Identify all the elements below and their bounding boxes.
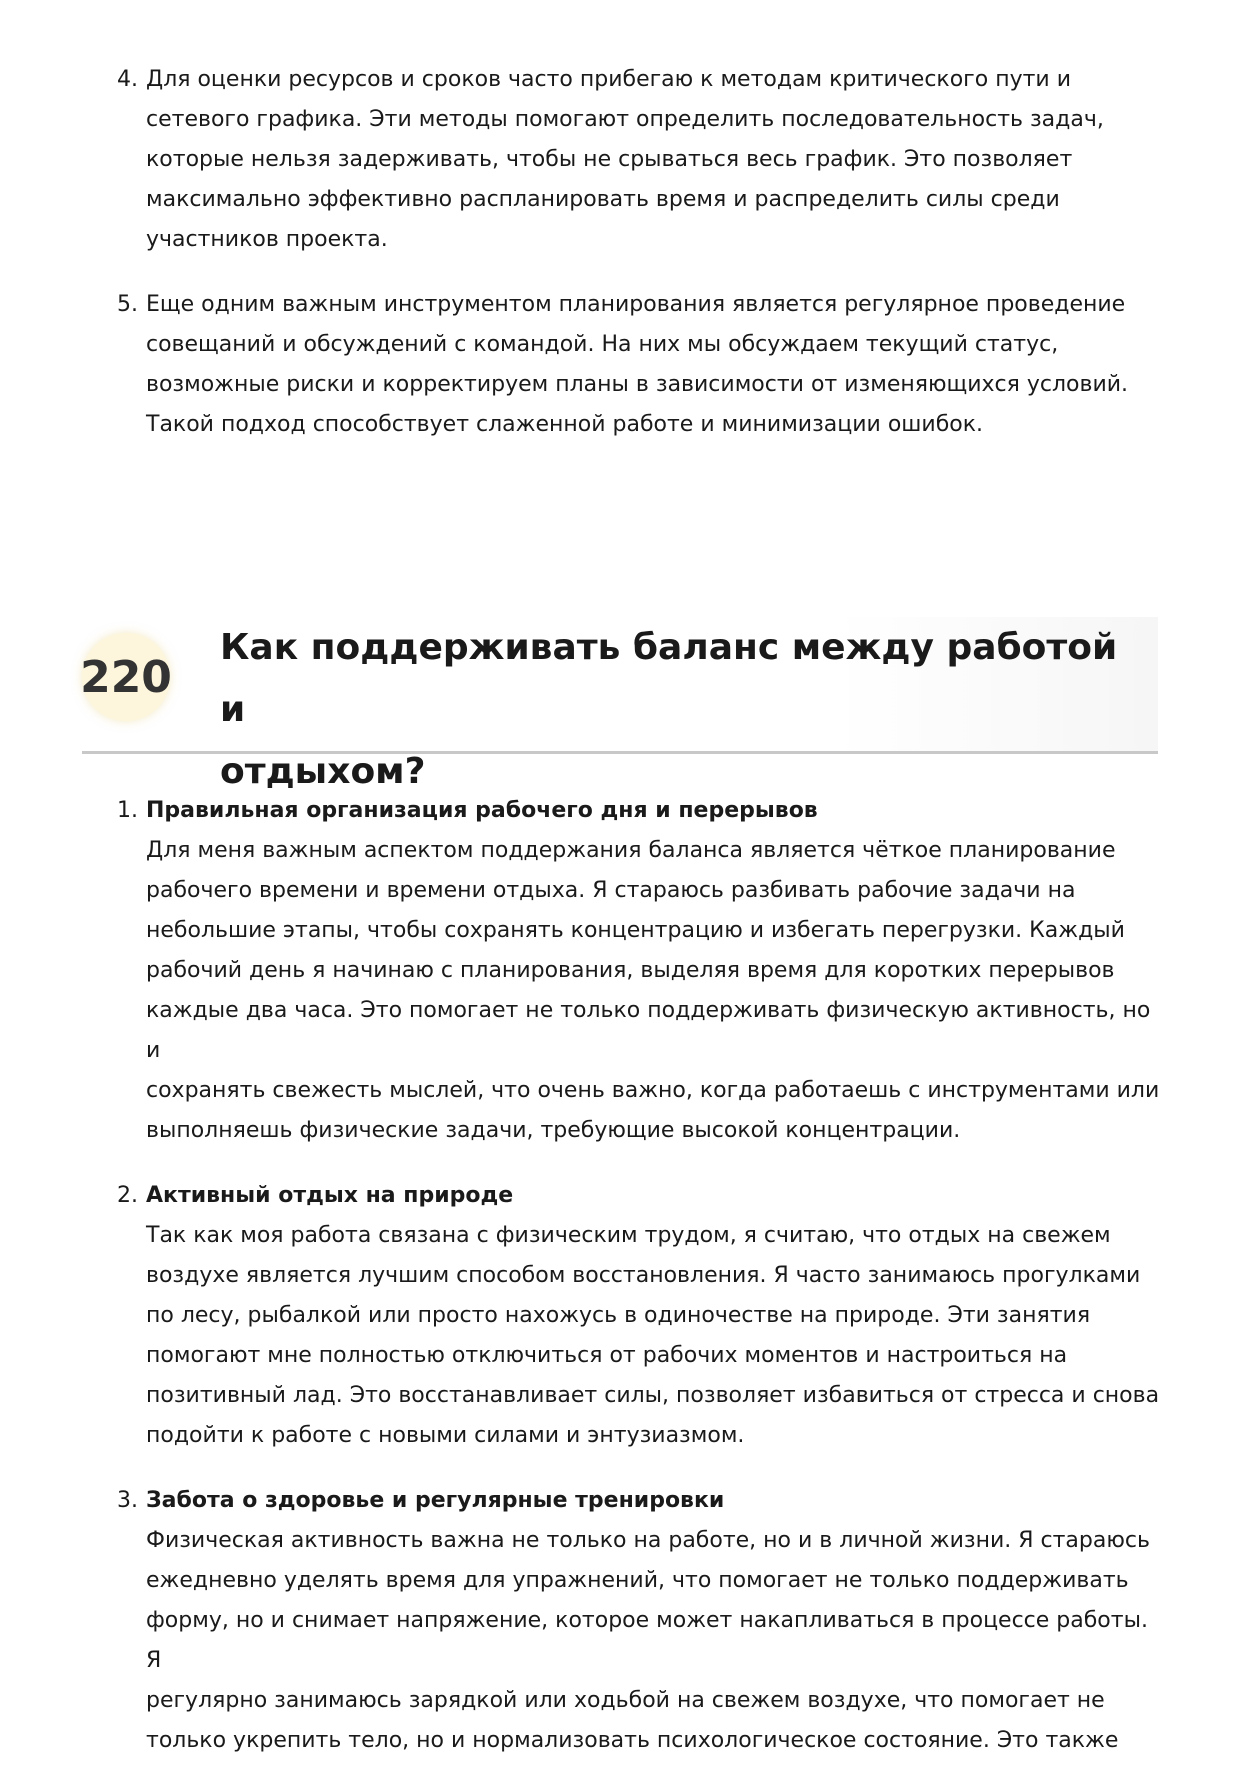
list-item-line: Для оценки ресурсов и сроков часто прибегаю к методам критического пути и — [146, 67, 1071, 92]
section-title — [220, 617, 1140, 803]
list-item-line: сетевого графика. Эти методы помогают определить последовательность задач, — [146, 107, 1104, 132]
list-item-line: воздухе является лучшим способом восстановления. Я часто занимаюсь прогулками — [146, 1263, 1141, 1288]
list-item-line: Еще одним важным инструментом планирования является регулярное проведение — [146, 292, 1126, 317]
list-item-line: участников проекта. — [146, 227, 388, 252]
question-number-badge: 220 — [82, 633, 170, 721]
section-title-line: Как поддерживать баланс между работой и — [220, 627, 1118, 730]
list-item — [117, 285, 1160, 445]
list-item — [117, 1176, 1160, 1456]
list-item-line: помогают мне полностью отключиться от рабочих моментов и настроиться на — [146, 1343, 1068, 1368]
list-item-number: 3. — [117, 1488, 138, 1513]
list-item-line: Для меня важным аспектом поддержания баланса является чёткое планирование — [146, 838, 1116, 863]
numbered-list-top — [117, 60, 1160, 470]
list-item-line: позитивный лад. Это восстанавливает силы, позволяет избавиться от стресса и снова — [146, 1383, 1160, 1408]
section-title-line: отдыхом? — [220, 751, 426, 792]
list-item-line: которые нельзя задерживать, чтобы не срываться весь график. Это позволяет — [146, 147, 1073, 172]
numbered-list-bottom — [117, 791, 1160, 1786]
list-item-line: совещаний и обсуждений с командой. На них мы обсуждаем текущий статус, — [146, 332, 1059, 357]
list-item — [117, 1481, 1160, 1761]
list-item-line: рабочий день я начинаю с планирования, выделяя время для коротких перерывов — [146, 958, 1115, 983]
list-item-line: Так как моя работа связана с физическим трудом, я считаю, что отдых на свежем — [146, 1223, 1111, 1248]
list-item-line: по лесу, рыбалкой или просто нахожусь в одиночестве на природе. Эти занятия — [146, 1303, 1091, 1328]
section-header — [80, 617, 1158, 792]
list-item-line: ежедневно уделять время для упражнений, что помогает не только поддерживать — [146, 1568, 1129, 1593]
list-item-title: Активный отдых на природе — [146, 1183, 514, 1208]
list-item-line: выполняешь физические задачи, требующие высокой концентрации. — [146, 1118, 961, 1143]
list-item-line: регулярно занимаюсь зарядкой или ходьбой на свежем воздухе, что помогает не — [146, 1688, 1105, 1713]
list-item-number: 2. — [117, 1183, 138, 1208]
list-item-line: возможные риски и корректируем планы в зависимости от изменяющихся условий. — [146, 372, 1129, 397]
list-item-line: небольшие этапы, чтобы сохранять концентрацию и избегать перегрузки. Каждый — [146, 918, 1125, 943]
list-item-number: 5. — [117, 292, 138, 317]
list-item-number: 4. — [117, 67, 138, 92]
list-item-title: Правильная организация рабочего дня и перерывов — [146, 798, 818, 823]
list-item-line: только укрепить тело, но и нормализовать психологическое состояние. Это также — [146, 1728, 1119, 1753]
list-item-line: Такой подход способствует слаженной работе и минимизации ошибок. — [146, 412, 984, 437]
list-item-line: сохранять свежесть мыслей, что очень важно, когда работаешь с инструментами или — [146, 1078, 1160, 1103]
list-item-line: рабочего времени и времени отдыха. Я стараюсь разбивать рабочие задачи на — [146, 878, 1076, 903]
list-item-line: каждые два часа. Это помогает не только поддерживать физическую активность, но и — [146, 998, 1151, 1063]
list-item-title: Забота о здоровье и регулярные тренировки — [146, 1488, 725, 1513]
list-item-line: Физическая активность важна не только на работе, но и в личной жизни. Я стараюсь — [146, 1528, 1150, 1553]
list-item-line: максимально эффективно распланировать время и распределить силы среди — [146, 187, 1060, 212]
list-item-line: форму, но и снимает напряжение, которое может накапливаться в процессе работы. Я — [146, 1608, 1148, 1673]
list-item-number: 1. — [117, 798, 138, 823]
list-item — [117, 60, 1160, 260]
list-item — [117, 791, 1160, 1151]
list-item-line: подойти к работе с новыми силами и энтузиазмом. — [146, 1423, 745, 1448]
